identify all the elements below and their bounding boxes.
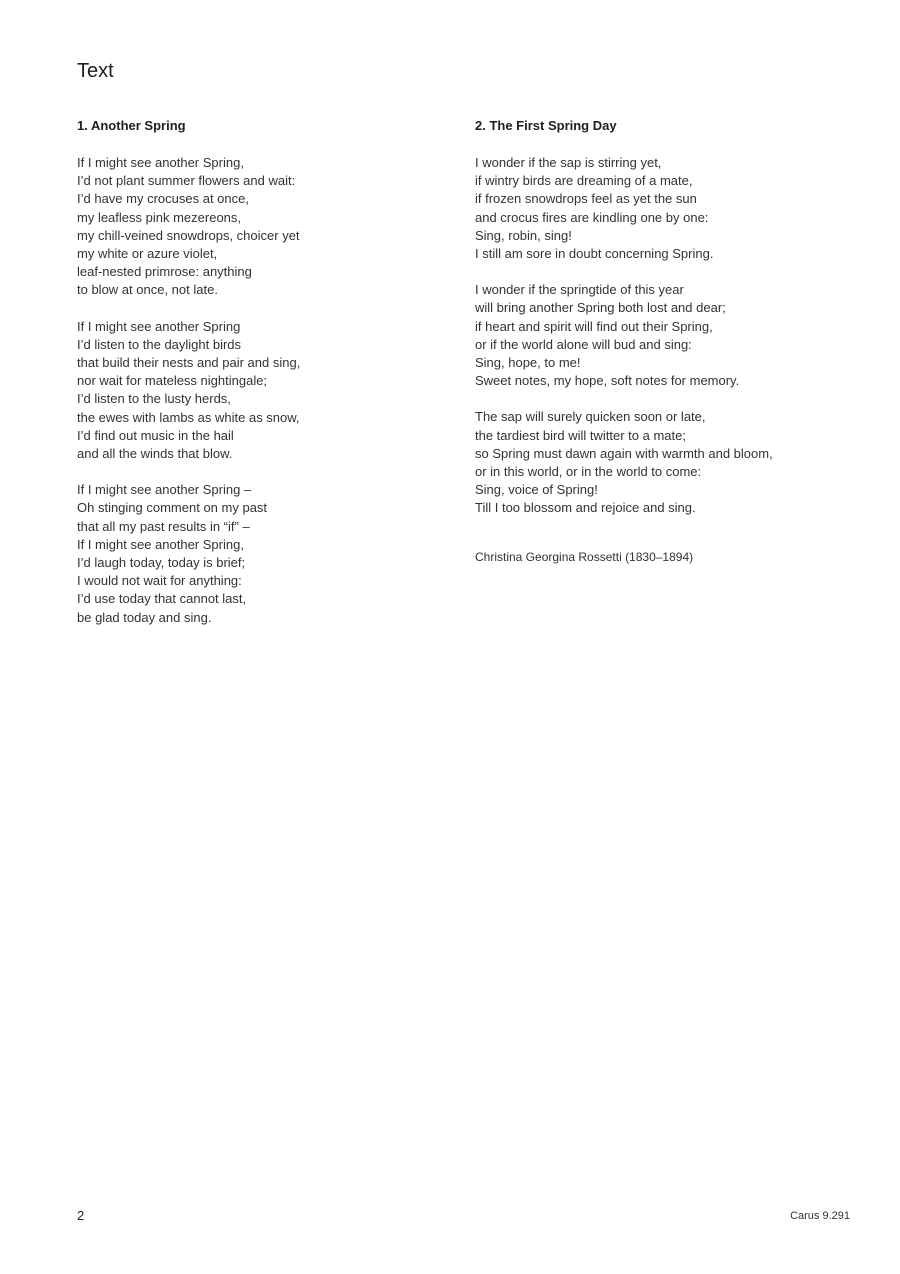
poem-line: nor wait for mateless nightingale; (77, 373, 268, 389)
poem-line: If I might see another Spring – (77, 482, 252, 498)
poem-line: if wintry birds are dreaming of a mate, (475, 173, 693, 189)
poem-line: that build their nests and pair and sing, (77, 355, 301, 371)
poem-1-column (77, 116, 457, 645)
poem-line: or in this world, or in the world to come: (475, 464, 702, 480)
poem-line: my leafless pink mezereons, (77, 209, 242, 225)
poem-line: to blow at once, not late. (77, 282, 218, 298)
poem-line: my white or azure violet, (77, 246, 218, 262)
poem-line: Sweet notes, my hope, soft notes for memory. (475, 373, 740, 389)
poem-line: I’d use today that cannot last, (77, 591, 247, 607)
poem-line: I’d listen to the lusty herds, (77, 391, 231, 407)
poem-line: Sing, hope, to me! (475, 355, 581, 371)
poem-line: Sing, robin, sing! (475, 227, 572, 243)
poem-line: the ewes with lambs as white as snow, (77, 409, 300, 425)
poem-line: Oh stinging comment on my past (77, 500, 268, 516)
poem-line: that all my past results in “if” – (77, 518, 250, 534)
poem-line: I’d have my crocuses at once, (77, 191, 249, 207)
poem-2-stanza-1 (475, 154, 855, 263)
poem-line: leaf-nested primrose: anything (77, 264, 252, 280)
author-credit: Christina Georgina Rossetti (1830–1894) (475, 549, 694, 564)
poem-line: I wonder if the springtide of this year (475, 282, 684, 298)
poem-line: I’d listen to the daylight birds (77, 336, 242, 352)
poem-1-title: 1. Another Spring (77, 118, 186, 133)
poem-line: I wonder if the sap is stirring yet, (475, 155, 662, 170)
page-number: 2 (77, 1208, 85, 1223)
poem-line: be glad today and sing. (77, 609, 212, 625)
poem-line: I would not wait for anything: (77, 573, 242, 589)
poem-line: I’d find out music in the hail (77, 427, 234, 443)
poem-line: so Spring must dawn again with warmth and bloom, (475, 445, 773, 461)
poem-1-stanza-3 (77, 481, 457, 627)
poem-2-column (475, 116, 855, 566)
poem-1-stanza-2 (77, 318, 457, 464)
poem-2-title: 2. The First Spring Day (475, 118, 617, 133)
poem-line: Sing, voice of Spring! (475, 482, 598, 498)
poem-line: and crocus fires are kindling one by one: (475, 209, 709, 225)
poem-line: or if the world alone will bud and sing: (475, 336, 692, 352)
poem-line: my chill-veined snowdrops, choicer yet (77, 227, 300, 243)
poem-line: if frozen snowdrops feel as yet the sun (475, 191, 697, 207)
poem-2-stanza-2 (475, 281, 855, 390)
poem-1-stanza-1 (77, 154, 457, 300)
poem-line: I’d not plant summer flowers and wait: (77, 173, 296, 189)
poem-line: If I might see another Spring, (77, 155, 244, 170)
poem-line: the tardiest bird will twitter to a mate; (475, 427, 686, 443)
poem-line: I’d laugh today, today is brief; (77, 555, 246, 571)
poem-line: I still am sore in doubt concerning Spring. (475, 246, 714, 262)
poem-line: The sap will surely quicken soon or late, (475, 409, 706, 425)
poem-2-stanza-3 (475, 408, 855, 517)
poem-line: If I might see another Spring (77, 318, 241, 334)
poem-line: if heart and spirit will find out their Spring, (475, 318, 713, 334)
poem-line: and all the winds that blow. (77, 446, 233, 462)
poem-line: will bring another Spring both lost and dear; (475, 300, 726, 316)
page-title: Text (77, 60, 114, 82)
poem-line: Till I too blossom and rejoice and sing. (475, 500, 696, 516)
poem-line: If I might see another Spring, (77, 536, 244, 552)
catalog-number: Carus 9.291 (790, 1210, 850, 1222)
